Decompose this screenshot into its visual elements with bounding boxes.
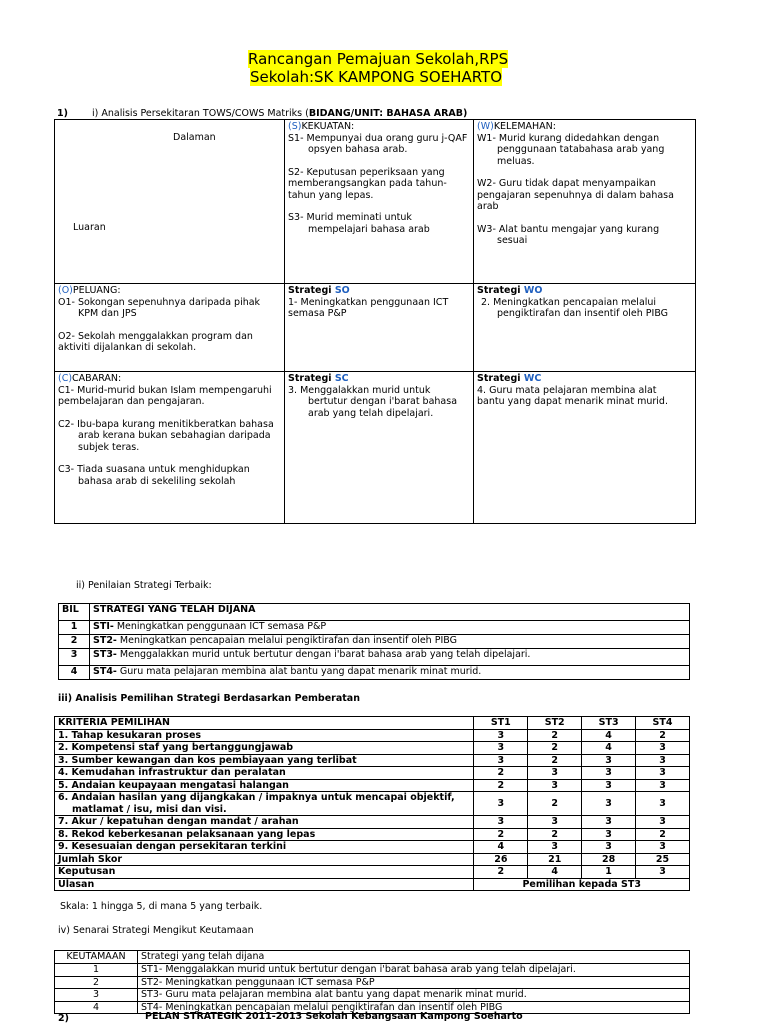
- table-row: 1 ST1- Menggalakkan murid untuk bertutur dengan i'barat bahasa arab yang telah dipelajari.: [55, 964, 690, 977]
- col-keutamaan: KEUTAMAAN: [55, 951, 138, 964]
- section-3-heading: iii) Analisis Pemilihan Strategi Berdasarkan Pemberatan: [58, 693, 360, 704]
- keputusan-row: Keputusan 2 4 1 3: [55, 866, 690, 879]
- cabaran-cell: (C)CABARAN: C1- Murid-murid bukan Islam mempengaruhi pembelajaran dan pengajaran. C2- Ibu-bapa kurang menitikberatkan bahasa arab kerana bukan sebahagian daripada subjek teras. C3- Tiada suasana untuk menghidupkan bahasa arab di sekeliling sekolah: [55, 372, 285, 524]
- col-st4: ST4: [636, 717, 690, 730]
- section-2-heading: ii) Penilaian Strategi Terbaik:: [76, 580, 212, 591]
- col-st1: ST1: [474, 717, 528, 730]
- col-strategi: STRATEGI YANG TELAH DIJANA: [90, 604, 690, 621]
- table-row: 9. Kesesuaian dengan persekitaran terkini 4 3 3 3: [55, 841, 690, 854]
- jumlah-row: Jumlah Skor 26 21 28 25: [55, 853, 690, 866]
- col-st2: ST2: [528, 717, 582, 730]
- footer-number: 2): [58, 1013, 69, 1024]
- dalaman-luaran-cell: [55, 120, 285, 284]
- criteria-table: [54, 716, 690, 891]
- table-row: 5. Andaian keupayaan mengatasi halangan 2 3 3 3: [55, 779, 690, 792]
- ulasan-row: Ulasan Pemilihan kepada ST3: [55, 878, 690, 891]
- table-row: 4. Kemudahan infrastruktur dan peralatan 2 3 3 3: [55, 767, 690, 780]
- section-1-heading: i) Analisis Persekitaran TOWS/COWS Matriks (BIDANG/UNIT: BAHASA ARAB): [92, 108, 468, 119]
- table-row: 4 ST4- Meningkatkan pencapaian melalui pengiktirafan dan insentif oleh PIBG: [55, 1001, 690, 1014]
- table-row: 4 ST4- Guru mata pelajaran membina alat bantu yang dapat menarik minat murid.: [59, 666, 690, 680]
- strategi-wo-cell: Strategi WO 2. Meningkatkan pencapaian melalui pengiktirafan dan insentif oleh PIBG: [474, 284, 696, 372]
- table-row: 1. Tahap kesukaran proses 3 2 4 2: [55, 729, 690, 742]
- table-row: 2 ST2- Meningkatkan penggunaan ICT semasa P&P: [55, 976, 690, 989]
- kekuatan-cell: (S)KEKUATAN: S1- Mempunyai dua orang guru j-QAF opsyen bahasa arab. S2- Keputusan peperiksaan yang memberangsangkan pada tahun- tahun yang lepas. S3- Murid meminati untuk mempelajari bahasa arab: [285, 120, 474, 284]
- table-row: 1 STI- Meningkatkan penggunaan ICT semasa P&P: [59, 621, 690, 635]
- footer-text: PELAN STRATEGIK 2011-2013 Sekolah Kebangsaan Kampong Soeharto: [145, 1011, 523, 1022]
- section-4-heading: iv) Senarai Strategi Mengikut Keutamaan: [58, 925, 254, 936]
- table-row: 2. Kompetensi staf yang bertanggungjawab 3 2 4 3: [55, 742, 690, 755]
- table-row: 3 ST3- Guru mata pelajaran membina alat bantu yang dapat menarik minat murid.: [55, 989, 690, 1002]
- skala-note: Skala: 1 hingga 5, di mana 5 yang terbaik.: [60, 901, 263, 912]
- col-strategi-dijana: Strategi yang telah dijana: [138, 951, 690, 964]
- luaran-label: Luaran: [73, 222, 106, 233]
- title-line-2: Sekolah:SK KAMPONG SOEHARTO: [250, 68, 503, 86]
- section-1-number: 1): [57, 108, 68, 119]
- title-line-1: Rancangan Pemajuan Sekolah,RPS: [248, 50, 509, 68]
- tows-matrix: [54, 119, 696, 524]
- col-st3: ST3: [582, 717, 636, 730]
- col-bil: BIL: [59, 604, 90, 621]
- table-row: 3. Sumber kewangan dan kos pembiayaan yang terlibat 3 2 3 3: [55, 754, 690, 767]
- strategi-wc-cell: Strategi WC 4. Guru mata pelajaran membina alat bantu yang dapat menarik minat murid.: [474, 372, 696, 524]
- col-kriteria: KRITERIA PEMILIHAN: [55, 717, 474, 730]
- dalaman-label: Dalaman: [173, 132, 216, 143]
- table-row: 7. Akur / kepatuhan dengan mandat / arahan 3 3 3 3: [55, 816, 690, 829]
- kelemahan-cell: (W)KELEMAHAN: W1- Murid kurang didedahkan dengan penggunaan tatabahasa arab yang meluas. W2- Guru tidak dapat menyampaikan pengajaran sepenuhnya di dalam bahasa arab W3- Alat bantu mengajar yang kurang sesuai: [474, 120, 696, 284]
- strategi-sc-cell: Strategi SC 3. Menggalakkan murid untuk bertutur dengan i'barat bahasa arab yang telah dipelajari.: [285, 372, 474, 524]
- table-row: 8. Rekod keberkesanan pelaksanaan yang lepas 2 2 3 2: [55, 828, 690, 841]
- peluang-cell: (O)PELUANG: O1- Sokongan sepenuhnya daripada pihak KPM dan JPS O2- Sekolah menggalakkan program dan aktiviti dijalankan di sekolah.: [55, 284, 285, 372]
- strategi-so-cell: Strategi SO 1- Meningkatkan penggunaan ICT semasa P&P: [285, 284, 474, 372]
- strategy-table: [58, 603, 690, 680]
- table-row: 3 ST3- Menggalakkan murid untuk bertutur dengan i'barat bahasa arab yang telah dipelajari.: [59, 649, 690, 666]
- document-title: [248, 50, 520, 86]
- priority-table: [54, 950, 690, 1014]
- table-row: 6. Andaian hasilan yang dijangkakan / impaknya untuk mencapai objektif, matlamat / isu, misi dan visi. 3 2 3 3: [55, 792, 690, 816]
- table-row: 2 ST2- Meningkatkan pencapaian melalui pengiktirafan dan insentif oleh PIBG: [59, 635, 690, 649]
